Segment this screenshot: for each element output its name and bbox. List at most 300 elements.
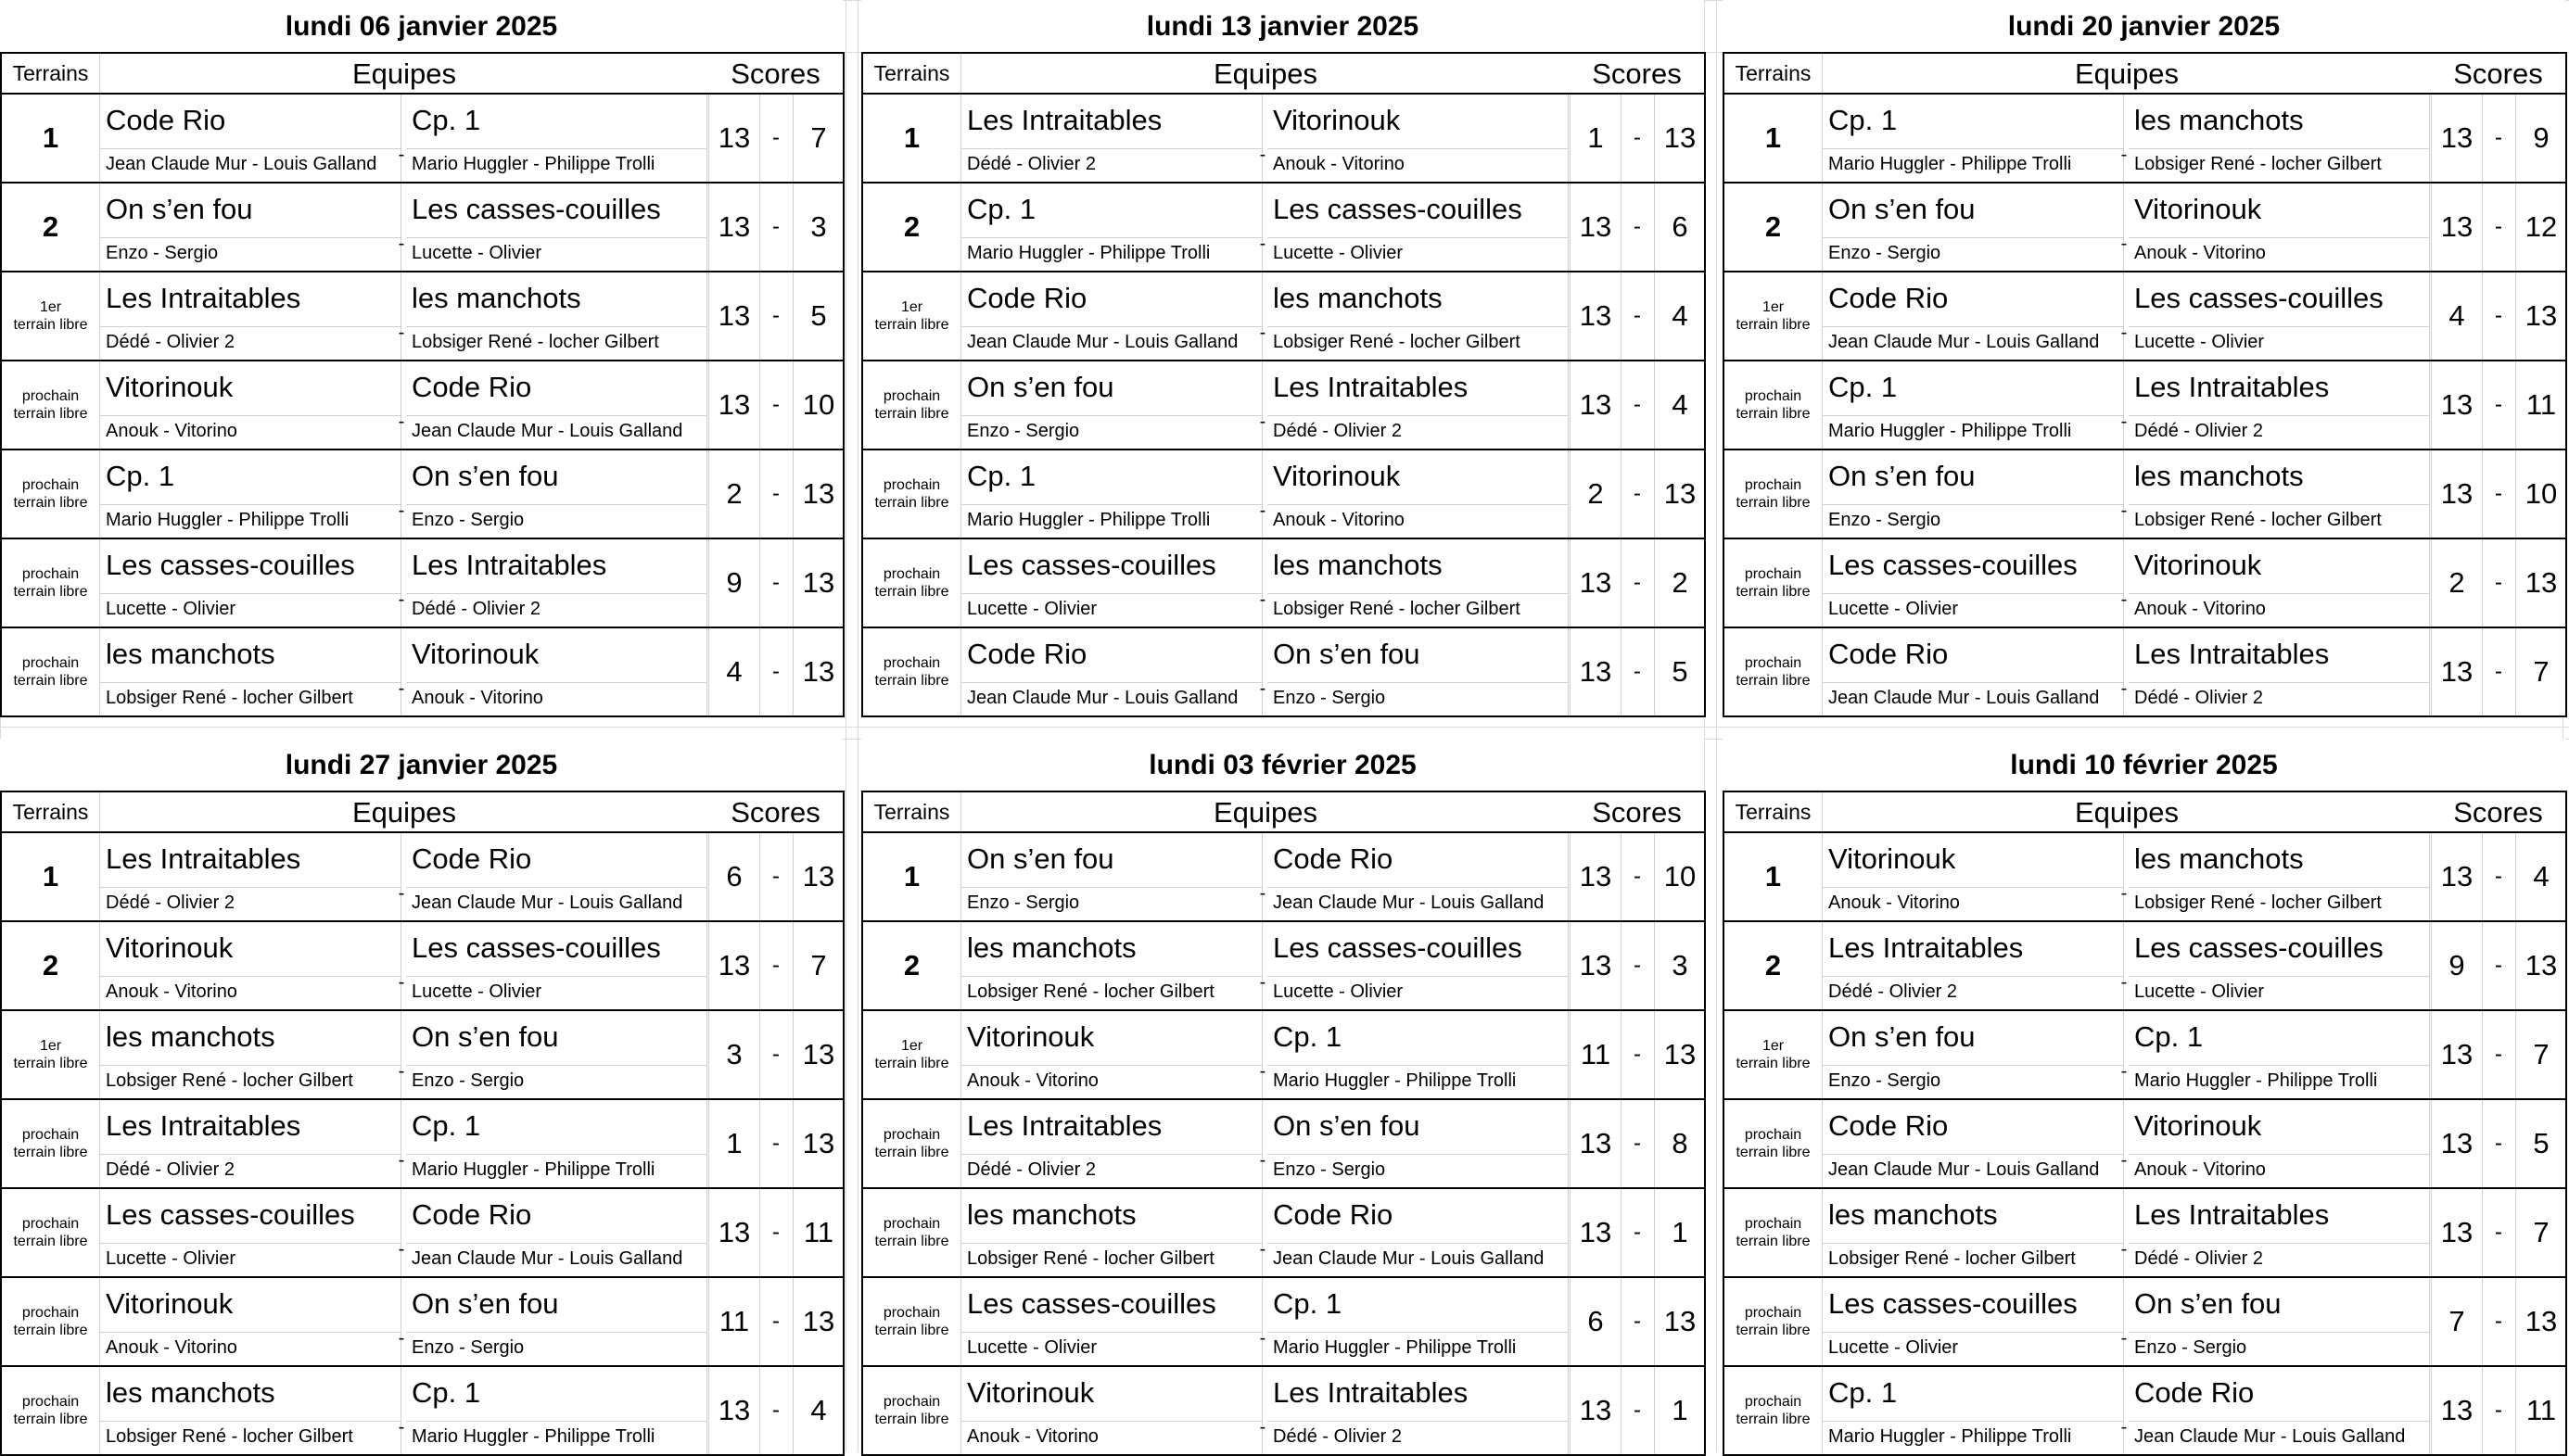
terrain-cell[interactable]: 2 [2,922,100,1009]
team-b-players: Lucette - Olivier [2134,332,2265,352]
score-b-cell[interactable]: 10 [793,361,844,449]
cell-divider [961,976,1262,977]
team-a-players: Lucette - Olivier [967,599,1098,619]
terrain-cell[interactable]: prochain terrain libre [863,628,961,715]
team-a-cell[interactable] [1823,1278,2124,1365]
team-a-cell[interactable] [961,1100,1263,1187]
score-a-cell[interactable]: 13 [1570,922,1622,1009]
score-b-cell[interactable]: 13 [2515,539,2566,627]
table-row [1724,922,2565,1011]
team-b-cell[interactable] [1267,1367,1569,1454]
terrain-cell[interactable]: 2 [2,184,100,271]
terrain-cell[interactable]: 1 [863,95,961,182]
team-b-cell[interactable] [406,1189,707,1276]
team-a-cell[interactable] [961,272,1263,360]
score-b-cell[interactable]: 5 [2515,1100,2566,1187]
cell-divider [1823,976,2123,977]
team-a-cell[interactable] [1823,184,2124,271]
score-b-cell[interactable]: 13 [1654,1011,1705,1098]
team-a-cell[interactable] [961,1011,1263,1098]
score-a-cell[interactable]: 1 [708,1100,760,1187]
team-b-name: On s’en fou [2134,1287,2282,1320]
team-b-players: Anouk - Vitorino [1273,154,1405,174]
terrain-cell[interactable]: prochain terrain libre [1724,361,1823,449]
team-a-cell[interactable] [100,922,401,1009]
team-b-name: On s’en fou [1273,1109,1420,1142]
terrain-cell[interactable]: prochain terrain libre [1724,539,1823,627]
score-a-cell[interactable]: 7 [2431,1278,2483,1365]
header-equipes: Equipes [2074,57,2180,90]
score-a-cell[interactable]: 13 [2431,361,2483,449]
score-b-cell[interactable]: 4 [1654,361,1705,449]
score-a-cell[interactable]: 11 [1570,1011,1622,1098]
team-b-cell[interactable] [1267,1189,1569,1276]
team-b-cell[interactable] [406,272,707,360]
match-table [0,52,845,717]
team-b-cell[interactable] [2129,1189,2430,1276]
team-b-cell[interactable] [1267,1100,1569,1187]
team-a-cell[interactable] [100,1189,401,1276]
score-a-cell[interactable]: 13 [2431,1100,2483,1187]
team-a-cell[interactable] [1823,361,2124,449]
terrain-cell[interactable]: prochain terrain libre [2,1100,100,1187]
cell-divider [961,1421,1262,1422]
team-separator: - [398,1150,405,1171]
cell-divider [1267,593,1568,594]
team-a-cell[interactable] [1823,450,2124,538]
score-a-cell[interactable]: 13 [1570,1189,1622,1276]
team-b-cell[interactable] [406,833,707,920]
team-b-cell[interactable] [2129,1011,2430,1098]
cell-divider [100,237,401,238]
terrain-cell[interactable]: prochain terrain libre [863,539,961,627]
score-a-cell[interactable]: 13 [708,361,760,449]
team-b-cell[interactable] [1267,95,1569,182]
score-a-cell[interactable]: 13 [2431,450,2483,538]
score-b-cell[interactable]: 13 [793,628,844,715]
team-b-name: les manchots [412,282,581,314]
team-a-name: On s’en fou [106,193,253,225]
team-a-cell[interactable] [961,450,1263,538]
team-b-cell[interactable] [2129,922,2430,1009]
terrain-cell[interactable]: 1er terrain libre [1724,1011,1823,1098]
cell-divider [2129,504,2429,505]
team-a-cell[interactable] [100,1100,401,1187]
score-a-cell[interactable]: 13 [2431,95,2483,182]
terrain-cell[interactable]: prochain terrain libre [863,1367,961,1454]
score-separator: - [1634,953,1641,978]
score-a-cell[interactable]: 13 [2431,1367,2483,1454]
score-b-cell[interactable]: 1 [1654,1367,1705,1454]
score-b-cell[interactable]: 12 [2515,184,2566,271]
table-row [1724,1011,2565,1100]
team-a-players: Anouk - Vitorino [967,1070,1099,1091]
score-b-cell[interactable]: 7 [793,95,844,182]
team-b-cell[interactable] [1267,184,1569,271]
score-b-cell[interactable]: 10 [2515,450,2566,538]
team-a-cell[interactable] [1823,272,2124,360]
team-a-name: Vitorinouk [106,931,234,964]
score-b-cell[interactable]: 1 [1654,1189,1705,1276]
score-a-cell[interactable]: 13 [2431,184,2483,271]
cell-divider [100,504,401,505]
score-b-cell[interactable]: 11 [793,1189,844,1276]
team-b-cell[interactable] [1267,539,1569,627]
team-b-cell[interactable] [1267,628,1569,715]
terrain-cell[interactable]: 2 [1724,184,1823,271]
score-a-cell[interactable]: 13 [2431,628,2483,715]
team-a-cell[interactable] [961,1189,1263,1276]
team-a-cell[interactable] [100,539,401,627]
team-a-name: On s’en fou [967,842,1114,875]
terrain-cell[interactable]: prochain terrain libre [2,539,100,627]
score-separator: - [772,1309,780,1334]
table-row [863,628,1704,715]
score-a-cell[interactable]: 2 [1570,450,1622,538]
terrain-cell[interactable]: 2 [863,922,961,1009]
score-b-cell[interactable]: 13 [1654,1278,1705,1365]
team-b-cell[interactable] [1267,922,1569,1009]
score-separator: - [1634,125,1641,150]
score-a-cell[interactable]: 13 [1570,628,1622,715]
team-a-cell[interactable] [100,1011,401,1098]
score-separator: - [1634,1398,1641,1423]
team-b-name: Code Rio [412,371,532,403]
team-b-cell[interactable] [2129,833,2430,920]
terrain-cell[interactable]: 2 [863,184,961,271]
team-a-cell[interactable] [1823,1100,2124,1187]
team-a-players: Enzo - Sergio [1828,510,1941,530]
score-separator: - [2495,659,2502,684]
team-b-cell[interactable] [2129,450,2430,538]
terrain-cell[interactable]: prochain terrain libre [1724,628,1823,715]
team-a-cell[interactable] [961,628,1263,715]
team-a-cell[interactable] [1823,95,2124,182]
team-a-cell[interactable] [961,361,1263,449]
team-b-players: Anouk - Vitorino [412,688,543,708]
team-a-cell[interactable] [100,361,401,449]
score-a-cell[interactable]: 13 [708,272,760,360]
table-row [2,1011,843,1100]
terrain-cell[interactable]: 1er terrain libre [863,1011,961,1098]
team-a-cell[interactable] [100,1278,401,1365]
score-a-cell[interactable]: 13 [708,95,760,182]
team-b-cell[interactable] [406,95,707,182]
score-a-cell[interactable]: 6 [708,833,760,920]
score-separator: - [1634,1131,1641,1156]
team-b-name: Les Intraitables [1273,371,1469,403]
score-a-cell[interactable]: 13 [2431,833,2483,920]
team-b-name: Cp. 1 [412,104,481,136]
score-b-cell[interactable]: 13 [2515,1278,2566,1365]
team-a-cell[interactable] [1823,539,2124,627]
score-b-cell[interactable]: 13 [793,1011,844,1098]
terrain-cell[interactable]: prochain terrain libre [863,361,961,449]
score-b-cell[interactable]: 11 [2515,361,2566,449]
terrain-cell[interactable]: 1er terrain libre [1724,272,1823,360]
table-row [863,95,1704,184]
cell-divider [406,1332,706,1333]
team-b-players: Jean Claude Mur - Louis Galland [412,421,683,441]
terrain-cell[interactable]: 1 [1724,833,1823,920]
header-equipes: Equipes [1213,57,1318,90]
team-a-cell[interactable] [961,1367,1263,1454]
terrain-cell[interactable]: prochain terrain libre [1724,450,1823,538]
score-b-cell[interactable]: 13 [793,539,844,627]
team-a-cell[interactable] [961,922,1263,1009]
team-b-players: Dédé - Olivier 2 [2134,688,2263,708]
team-a-cell[interactable] [1823,1189,2124,1276]
team-b-cell[interactable] [406,922,707,1009]
team-b-cell[interactable] [1267,1011,1569,1098]
terrain-cell[interactable]: 1er terrain libre [2,1011,100,1098]
team-b-cell[interactable] [1267,833,1569,920]
cell-divider [100,593,401,594]
score-b-cell[interactable]: 4 [793,1367,844,1454]
team-b-players: Lobsiger René - locher Gilbert [1273,332,1520,352]
team-b-cell[interactable] [406,184,707,271]
team-separator: - [1259,883,1266,904]
terrain-cell[interactable]: 1er terrain libre [863,272,961,360]
score-b-cell[interactable]: 8 [1654,1100,1705,1187]
team-b-cell[interactable] [406,1100,707,1187]
team-a-cell[interactable] [100,833,401,920]
cell-divider [1267,504,1568,505]
terrain-cell[interactable]: prochain terrain libre [2,361,100,449]
team-a-cell[interactable] [1823,922,2124,1009]
terrain-cell[interactable]: 1 [2,833,100,920]
table-row [2,1189,843,1278]
score-a-cell[interactable]: 13 [1570,361,1622,449]
score-b-cell[interactable]: 13 [793,450,844,538]
score-b-cell[interactable]: 7 [2515,628,2566,715]
team-separator: - [398,589,405,610]
team-b-players: Jean Claude Mur - Louis Galland [2134,1426,2406,1447]
cell-divider [2129,682,2429,683]
score-b-cell[interactable]: 5 [1654,628,1705,715]
team-b-cell[interactable] [406,628,707,715]
score-b-cell[interactable]: 7 [793,922,844,1009]
terrain-cell[interactable]: prochain terrain libre [863,1189,961,1276]
score-a-cell[interactable]: 13 [1570,1100,1622,1187]
score-a-cell[interactable]: 13 [708,1189,760,1276]
score-a-cell[interactable]: 11 [708,1278,760,1365]
team-separator: - [398,1239,405,1260]
score-a-cell[interactable]: 13 [2431,1189,2483,1276]
team-a-cell[interactable] [1823,833,2124,920]
team-a-name: Cp. 1 [106,460,175,492]
team-b-name: Les Intraitables [412,549,607,581]
team-b-cell[interactable] [1267,361,1569,449]
team-b-cell[interactable] [2129,1100,2430,1187]
terrain-cell[interactable]: prochain terrain libre [2,1189,100,1276]
score-b-cell[interactable]: 13 [1654,450,1705,538]
score-separator: - [2495,1309,2502,1334]
score-a-cell[interactable]: 13 [1570,833,1622,920]
score-b-cell[interactable]: 6 [1654,184,1705,271]
team-a-cell[interactable] [961,95,1263,182]
score-a-cell[interactable]: 13 [1570,1367,1622,1454]
cell-divider [961,326,1262,327]
team-b-cell[interactable] [406,361,707,449]
team-b-cell[interactable] [406,1278,707,1365]
score-a-cell[interactable]: 13 [1570,184,1622,271]
score-b-cell[interactable]: 13 [2515,922,2566,1009]
team-b-cell[interactable] [2129,1367,2430,1454]
team-b-name: Cp. 1 [2134,1020,2204,1053]
table-row [2,272,843,361]
terrain-cell[interactable]: prochain terrain libre [863,1278,961,1365]
cell-divider [1823,1332,2123,1333]
score-b-cell[interactable]: 4 [2515,833,2566,920]
score-b-cell[interactable]: 13 [793,1278,844,1365]
score-a-cell[interactable]: 13 [1570,272,1622,360]
team-a-players: Mario Huggler - Philippe Trolli [967,243,1211,263]
team-a-cell[interactable] [100,450,401,538]
score-a-cell[interactable]: 3 [708,1011,760,1098]
score-b-cell[interactable]: 7 [2515,1189,2566,1276]
team-a-cell[interactable] [100,184,401,271]
team-b-name: Les Intraitables [2134,371,2330,403]
terrain-cell[interactable]: prochain terrain libre [2,450,100,538]
team-a-cell[interactable] [1823,1367,2124,1454]
table-row [1724,628,2565,715]
team-a-cell[interactable] [961,184,1263,271]
team-a-name: On s’en fou [1828,1020,1976,1053]
table-row [863,922,1704,1011]
score-b-cell[interactable]: 13 [793,833,844,920]
team-b-cell[interactable] [1267,450,1569,538]
table-row [1724,833,2565,922]
header-scores: Scores [2453,796,2543,829]
team-separator: - [1259,1328,1266,1348]
terrain-cell[interactable]: prochain terrain libre [863,1100,961,1187]
team-b-players: Mario Huggler - Philippe Trolli [2134,1070,2378,1091]
score-a-cell[interactable]: 13 [1570,539,1622,627]
score-b-cell[interactable]: 2 [1654,539,1705,627]
terrain-cell[interactable]: 1 [2,95,100,182]
team-a-cell[interactable] [961,1278,1263,1365]
score-a-cell[interactable]: 9 [2431,922,2483,1009]
terrain-cell[interactable]: 2 [1724,922,1823,1009]
team-b-cell[interactable] [406,450,707,538]
score-a-cell[interactable]: 9 [708,539,760,627]
team-b-cell[interactable] [1267,1278,1569,1365]
terrain-cell[interactable]: prochain terrain libre [2,1367,100,1454]
cell-divider [961,593,1262,594]
table-row [1724,184,2565,272]
score-a-cell[interactable]: 1 [1570,95,1622,182]
terrain-cell[interactable]: prochain terrain libre [1724,1189,1823,1276]
cell-divider [1267,1243,1568,1244]
table-row [2,1100,843,1189]
score-b-cell[interactable]: 4 [1654,272,1705,360]
team-a-players: Lobsiger René - locher Gilbert [967,981,1215,1002]
score-a-cell[interactable]: 13 [2431,1011,2483,1098]
score-b-cell[interactable]: 5 [793,272,844,360]
terrain-cell[interactable]: prochain terrain libre [1724,1278,1823,1365]
team-b-cell[interactable] [2129,272,2430,360]
score-b-cell[interactable]: 11 [2515,1367,2566,1454]
score-b-cell[interactable]: 13 [1654,95,1705,182]
score-a-cell[interactable]: 2 [708,450,760,538]
team-b-players: Lucette - Olivier [1273,981,1404,1002]
terrain-cell[interactable]: 1 [1724,95,1823,182]
team-b-name: les manchots [2134,460,2304,492]
team-b-cell[interactable] [406,539,707,627]
team-a-cell[interactable] [1823,628,2124,715]
score-b-cell[interactable]: 7 [2515,1011,2566,1098]
score-b-cell[interactable]: 10 [1654,833,1705,920]
terrain-cell[interactable]: prochain terrain libre [1724,1100,1823,1187]
team-a-cell[interactable] [961,539,1263,627]
team-b-name: Les casses-couilles [2134,931,2384,964]
team-b-cell[interactable] [2129,95,2430,182]
team-b-cell[interactable] [2129,628,2430,715]
score-b-cell[interactable]: 9 [2515,95,2566,182]
score-b-cell[interactable]: 3 [793,184,844,271]
team-b-cell[interactable] [2129,361,2430,449]
team-a-cell[interactable] [100,1367,401,1454]
team-b-cell[interactable] [406,1011,707,1098]
score-a-cell[interactable]: 6 [1570,1278,1622,1365]
score-a-cell[interactable]: 13 [708,1367,760,1454]
score-separator: - [772,659,780,684]
team-a-cell[interactable] [1823,1011,2124,1098]
cell-divider [1267,148,1568,149]
table-row [1724,1189,2565,1278]
terrain-cell[interactable]: prochain terrain libre [1724,1367,1823,1454]
team-a-players: Jean Claude Mur - Louis Galland [967,332,1239,352]
score-a-cell[interactable]: 13 [708,184,760,271]
terrain-cell[interactable]: 1 [863,833,961,920]
team-a-cell[interactable] [100,272,401,360]
score-a-cell[interactable]: 4 [2431,272,2483,360]
team-a-cell[interactable] [100,95,401,182]
team-separator: - [398,1417,405,1437]
score-a-cell[interactable]: 13 [708,922,760,1009]
header-terrains: Terrains [2,792,100,831]
team-b-players: Mario Huggler - Philippe Trolli [412,154,655,174]
terrain-cell[interactable]: prochain terrain libre [2,628,100,715]
score-a-cell[interactable]: 4 [708,628,760,715]
team-b-name: les manchots [1273,282,1443,314]
score-b-cell[interactable]: 13 [793,1100,844,1187]
score-b-cell[interactable]: 3 [1654,922,1705,1009]
terrain-cell[interactable]: prochain terrain libre [2,1278,100,1365]
header-scores: Scores [2453,57,2543,90]
terrain-cell[interactable]: prochain terrain libre [863,450,961,538]
day-title: lundi 13 janvier 2025 [861,0,1704,52]
score-b-cell[interactable]: 13 [2515,272,2566,360]
table-row [863,1100,1704,1189]
terrain-cell[interactable]: 1er terrain libre [2,272,100,360]
table-row [863,361,1704,450]
team-a-players: Mario Huggler - Philippe Trolli [1828,154,2072,174]
team-b-cell[interactable] [406,1367,707,1454]
team-a-cell[interactable] [100,628,401,715]
team-b-cell[interactable] [2129,1278,2430,1365]
cell-divider [1823,1243,2123,1244]
team-b-cell[interactable] [2129,184,2430,271]
score-a-cell[interactable]: 2 [2431,539,2483,627]
schedule-block [0,739,843,1447]
team-b-cell[interactable] [1267,272,1569,360]
team-b-cell[interactable] [2129,539,2430,627]
table-row [2,361,843,450]
team-a-cell[interactable] [961,833,1263,920]
team-separator: - [2120,234,2128,254]
